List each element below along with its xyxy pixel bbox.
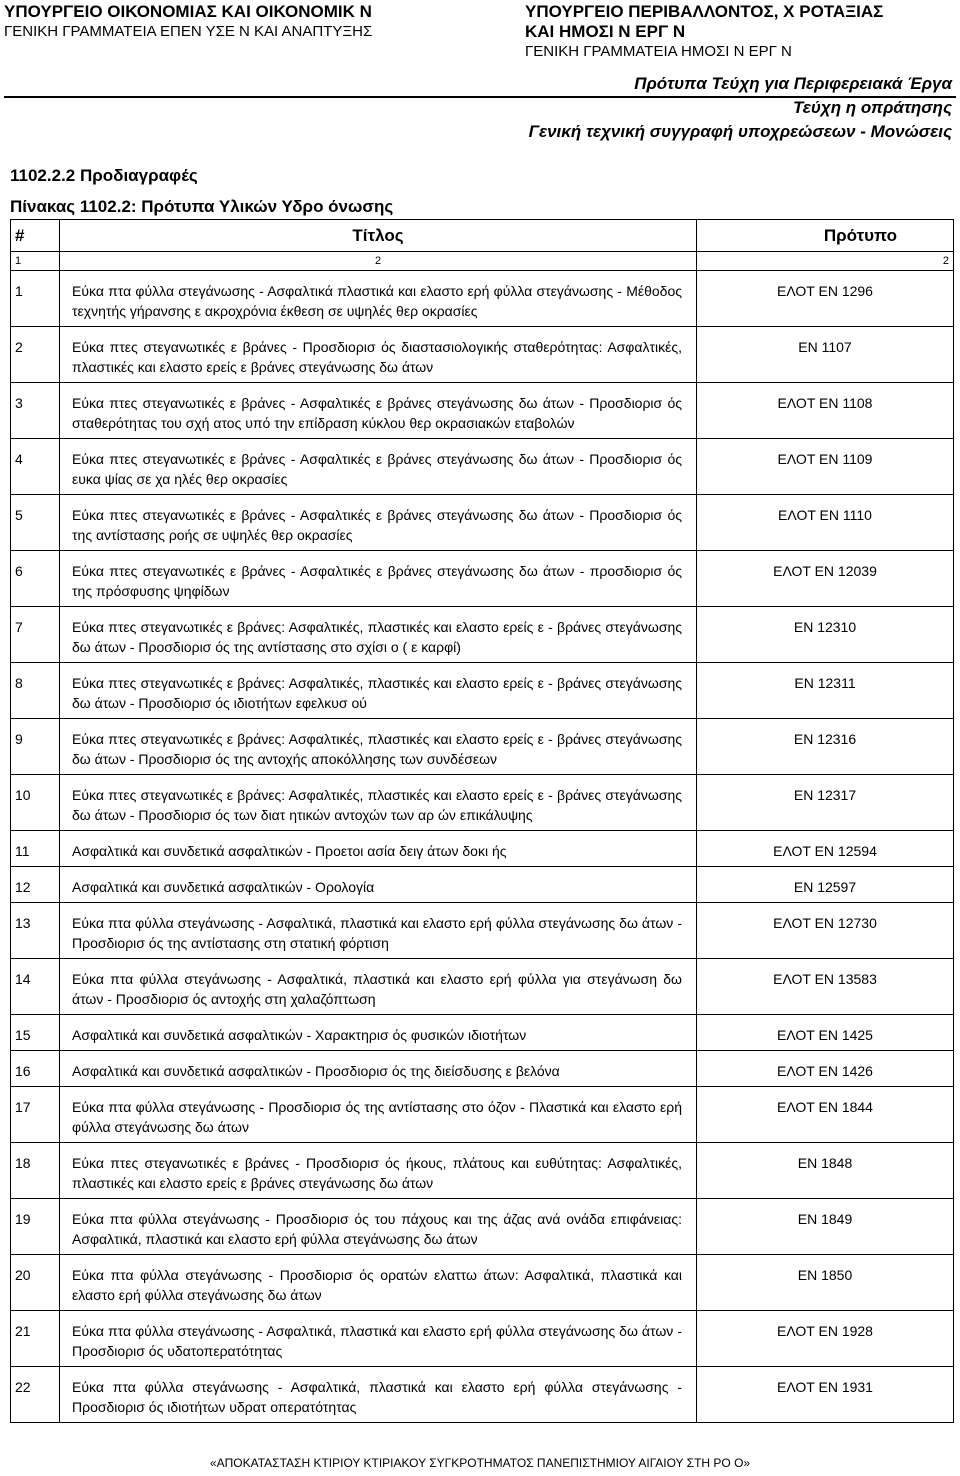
section-heading: 1102.2.2 Προδιαγραφές: [10, 166, 198, 185]
row-title: Εύκα πτα φύλλα στεγάνωσης - Ασφαλτικά, πλαστικά και ελαστο ερή φύλλα για στεγάνωση δω άτων - Προσδιορισ ός αντοχής στη χαλαζόπτωση: [60, 959, 697, 1015]
row-number: 11: [11, 831, 60, 867]
ministry-title-left: ΥΠΟΥΡΓΕΙΟ ΟΙΚΟΝΟΜΙΑΣ ΚΑΙ ΟΙΚΟΝΟΜΙΚ Ν: [4, 2, 372, 21]
row-title: Εύκα πτες στεγανωτικές ε βράνες: Ασφαλτικές, πλαστικές και ελαστο ερείς ε - βράνες στεγάνωσης δω άτων - Προσδιορισ ός της αντοχής αποκόλλησης των συνδέσεων: [60, 719, 697, 775]
page-footer: «ΑΠΟΚΑΤΑΣΤΑΣΗ ΚΤΙΡΙΟΥ ΚΤΙΡΙΑΚΟΥ ΣΥΓΚΡΟΤΗΜΑΤΟΣ ΠΑΝΕΠΙΣΤΗΜΙΟΥ ΑΙΓΑΙΟΥ ΣΤΗ ΡΟ Ο»: [209, 1456, 751, 1470]
table-row: [11, 495, 954, 551]
doc-title-line-1: Πρότυπα Τεύχη για Περιφερειακά Έργα: [634, 74, 952, 93]
table-row: [11, 1255, 954, 1311]
col-header-number: #: [11, 220, 60, 252]
table-row: [11, 1087, 954, 1143]
row-standard: ΕΛΟΤ ΕΝ 12039: [697, 551, 954, 607]
row-title: Εύκα πτες στεγανωτικές ε βράνες: Ασφαλτικές, πλαστικές και ελαστο ερείς ε - βράνες στεγάνωσης δω άτων - Προσδιορισ ός της αντίστασης στο σχίσι ο ( ε καρφί): [60, 607, 697, 663]
row-standard: ΕΝ 1850: [697, 1255, 954, 1311]
table-row: [11, 551, 954, 607]
table-row: [11, 271, 954, 327]
table-row: [11, 1143, 954, 1199]
row-number: 9: [11, 719, 60, 775]
header-right: [525, 2, 955, 62]
table-row: [11, 867, 954, 903]
doc-title-line-2: Τεύχη η οπράτησης: [792, 98, 952, 117]
table-row: [11, 1051, 954, 1087]
row-number: 7: [11, 607, 60, 663]
row-standard: ΕΝ 12311: [697, 663, 954, 719]
col-index-3: 2: [697, 252, 954, 271]
row-standard: ΕΝ 12317: [697, 775, 954, 831]
table-row: [11, 439, 954, 495]
secretariat-right: ΓΕΝΙΚΗ ΓΡΑΜΜΑΤΕΙΑ ΗΜΟΣΙ Ν ΕΡΓ Ν: [525, 43, 792, 60]
row-standard: ΕΛΟΤ ΕΝ 12730: [697, 903, 954, 959]
table-row: [11, 1199, 954, 1255]
row-number: 1: [11, 271, 60, 327]
row-number: 21: [11, 1311, 60, 1367]
table-row: [11, 1367, 954, 1423]
row-title: Εύκα πτες στεγανωτικές ε βράνες: Ασφαλτικές, πλαστικές και ελαστο ερείς ε - βράνες στεγάνωσης δω άτων - Προσδιορισ ός ιδιοτήτων εφελκυσ ού: [60, 663, 697, 719]
col-index-2: 2: [60, 252, 697, 271]
row-title: Εύκα πτα φύλλα στεγάνωσης - Προσδιορισ ός του πάχους και της άζας ανά ονάδα επιφάνειας: Ασφαλτικά, πλαστικά και ελαστο ερή φύλλα στεγάνωσης δω άτων: [60, 1199, 697, 1255]
row-number: 19: [11, 1199, 60, 1255]
col-header-standard: Πρότυπο: [697, 220, 954, 252]
row-standard: ΕΛΟΤ ΕΝ 1110: [697, 495, 954, 551]
row-number: 2: [11, 327, 60, 383]
row-title: Εύκα πτα φύλλα στεγάνωσης - Ασφαλτικά, πλαστικά και ελαστο ερή φύλλα στεγάνωσης - Προσδιορισ ός ιδιοτήτων υδρατ οπερατότητας: [60, 1367, 697, 1423]
table-caption: Πίνακας 1102.2: Πρότυπα Υλικών Υδρο όνωσης: [10, 197, 394, 216]
row-title: Εύκα πτες στεγανωτικές ε βράνες: Ασφαλτικές, πλαστικές και ελαστο ερείς ε - βράνες στεγάνωσης δω άτων - Προσδιορισ ός των διατ ητικών αντοχών των αρ ών επικάλυψης: [60, 775, 697, 831]
row-title: Εύκα πτες στεγανωτικές ε βράνες - Προσδιορισ ός ήκους, πλάτους και ευθύτητας: Ασφαλτικές, πλαστικές και ελαστο ερείς ε βράνες στεγάνωσης δω άτων: [60, 1143, 697, 1199]
row-title: Εύκα πτα φύλλα στεγάνωσης - Προσδιορισ ός της αντίστασης στο όζον - Πλαστικά και ελαστο ερή φύλλα στεγάνωσης δω άτων: [60, 1087, 697, 1143]
row-number: 22: [11, 1367, 60, 1423]
row-title: Εύκα πτες στεγανωτικές ε βράνες - Ασφαλτικές ε βράνες στεγάνωσης δω άτων - Προσδιορισ ός σταθερότητας του σχή ατος υπό την επίδραση κύκλου θερ οκρασιακών εταβολών: [60, 383, 697, 439]
secretariat-left: ΓΕΝΙΚΗ ΓΡΑΜΜΑΤΕΙΑ ΕΠΕΝ ΥΣΕ Ν ΚΑΙ ΑΝΑΠΤΥΞΗΣ: [4, 23, 373, 40]
row-title: Ασφαλτικά και συνδετικά ασφαλτικών - Χαρακτηρισ ός φυσικών ιδιοτήτων: [60, 1015, 697, 1051]
row-title: Εύκα πτες στεγανωτικές ε βράνες - Ασφαλτικές ε βράνες στεγάνωσης δω άτων - Προσδιορισ ός της αντίστασης ροής σε υψηλές θερ οκρασίες: [60, 495, 697, 551]
row-title: Εύκα πτες στεγανωτικές ε βράνες - Ασφαλτικές ε βράνες στεγάνωσης δω άτων - προσδιορισ ός της πρόσφυσης ψηφίδων: [60, 551, 697, 607]
row-title: Εύκα πτα φύλλα στεγάνωσης - Ασφαλτικά, πλαστικά και ελαστο ερή φύλλα στεγάνωσης δω άτων - Προσδιορισ ός της αντίστασης στη στατική φόρτιση: [60, 903, 697, 959]
table-row: [11, 663, 954, 719]
header-left: [4, 2, 474, 42]
row-number: 5: [11, 495, 60, 551]
row-title: Εύκα πτες στεγανωτικές ε βράνες - Προσδιορισ ός διαστασιολογικής σταθερότητας: Ασφαλτικές, πλαστικές και ελαστο ερείς ε βράνες στεγάνωσης δω άτων: [60, 327, 697, 383]
row-standard: ΕΛΟΤ ΕΝ 1844: [697, 1087, 954, 1143]
ministry-title-right-2: ΚΑΙ ΗΜΟΣΙ Ν ΕΡΓ Ν: [525, 22, 686, 41]
row-standard: ΕΛΟΤ ΕΝ 1425: [697, 1015, 954, 1051]
row-title: Ασφαλτικά και συνδετικά ασφαλτικών - Προετοι ασία δειγ άτων δοκι ής: [60, 831, 697, 867]
row-standard: ΕΛΟΤ ΕΝ 1108: [697, 383, 954, 439]
row-number: 20: [11, 1255, 60, 1311]
row-number: 18: [11, 1143, 60, 1199]
table-row: [11, 1311, 954, 1367]
row-number: 17: [11, 1087, 60, 1143]
row-number: 15: [11, 1015, 60, 1051]
col-header-title: Τίτλος: [60, 220, 697, 252]
row-title: Εύκα πτα φύλλα στεγάνωσης - Ασφαλτικά, πλαστικά και ελαστο ερή φύλλα στεγάνωσης δω άτων - Προσδιορισ ός υδατοπερατότητας: [60, 1311, 697, 1367]
row-number: 12: [11, 867, 60, 903]
row-number: 14: [11, 959, 60, 1015]
row-number: 13: [11, 903, 60, 959]
table-row: [11, 1015, 954, 1051]
row-title: Ασφαλτικά και συνδετικά ασφαλτικών - Ορολογία: [60, 867, 697, 903]
row-standard: ΕΝ 1848: [697, 1143, 954, 1199]
row-number: 10: [11, 775, 60, 831]
table-row: [11, 903, 954, 959]
row-number: 16: [11, 1051, 60, 1087]
standards-table: [10, 219, 954, 1423]
row-standard: ΕΛΟΤ ΕΝ 1296: [697, 271, 954, 327]
row-standard: ΕΝ 12597: [697, 867, 954, 903]
row-standard: ΕΝ 12316: [697, 719, 954, 775]
column-index-row: [11, 252, 954, 271]
table-row: [11, 959, 954, 1015]
row-title: Εύκα πτες στεγανωτικές ε βράνες - Ασφαλτικές ε βράνες στεγάνωσης δω άτων - Προσδιορισ ός ευκα ψίας σε χα ηλές θερ οκρασίες: [60, 439, 697, 495]
row-standard: ΕΛΟΤ ΕΝ 12594: [697, 831, 954, 867]
row-standard: ΕΛΟΤ ΕΝ 13583: [697, 959, 954, 1015]
table-row: [11, 831, 954, 867]
table-row: [11, 719, 954, 775]
table-row: [11, 327, 954, 383]
ministry-title-right-1: ΥΠΟΥΡΓΕΙΟ ΠΕΡΙΒΑΛΛΟΝΤΟΣ, Χ ΡΟΤΑΞΙΑΣ: [525, 2, 884, 21]
table-row: [11, 607, 954, 663]
table-header-row: [11, 220, 954, 252]
row-standard: ΕΛΟΤ ΕΝ 1109: [697, 439, 954, 495]
row-title: Ασφαλτικά και συνδετικά ασφαλτικών - Προσδιορισ ός της διείσδυσης ε βελόνα: [60, 1051, 697, 1087]
row-number: 4: [11, 439, 60, 495]
doc-title-line-3: Γενική τεχνική συγγραφή υποχρεώσεων - Μονώσεις: [528, 122, 952, 141]
row-number: 6: [11, 551, 60, 607]
document-title-block: [392, 72, 952, 144]
row-standard: ΕΛΟΤ ΕΝ 1426: [697, 1051, 954, 1087]
row-standard: ΕΝ 1107: [697, 327, 954, 383]
row-standard: ΕΝ 1849: [697, 1199, 954, 1255]
row-standard: ΕΛΟΤ ΕΝ 1931: [697, 1367, 954, 1423]
table-row: [11, 775, 954, 831]
row-number: 8: [11, 663, 60, 719]
col-index-1: 1: [11, 252, 60, 271]
row-title: Εύκα πτα φύλλα στεγάνωσης - Προσδιορισ ός ορατών ελαττω άτων: Ασφαλτικά, πλαστικά και ελαστο ερή φύλλα στεγάνωσης δω άτων: [60, 1255, 697, 1311]
row-title: Εύκα πτα φύλλα στεγάνωσης - Ασφαλτικά πλαστικά και ελαστο ερή φύλλα στεγάνωσης - Μέθοδος τεχνητής γήρανσης ε ακροχρόνια έκθεση σε υψηλές θερ οκρασίες: [60, 271, 697, 327]
table-row: [11, 383, 954, 439]
row-number: 3: [11, 383, 60, 439]
row-standard: ΕΛΟΤ ΕΝ 1928: [697, 1311, 954, 1367]
row-standard: ΕΝ 12310: [697, 607, 954, 663]
